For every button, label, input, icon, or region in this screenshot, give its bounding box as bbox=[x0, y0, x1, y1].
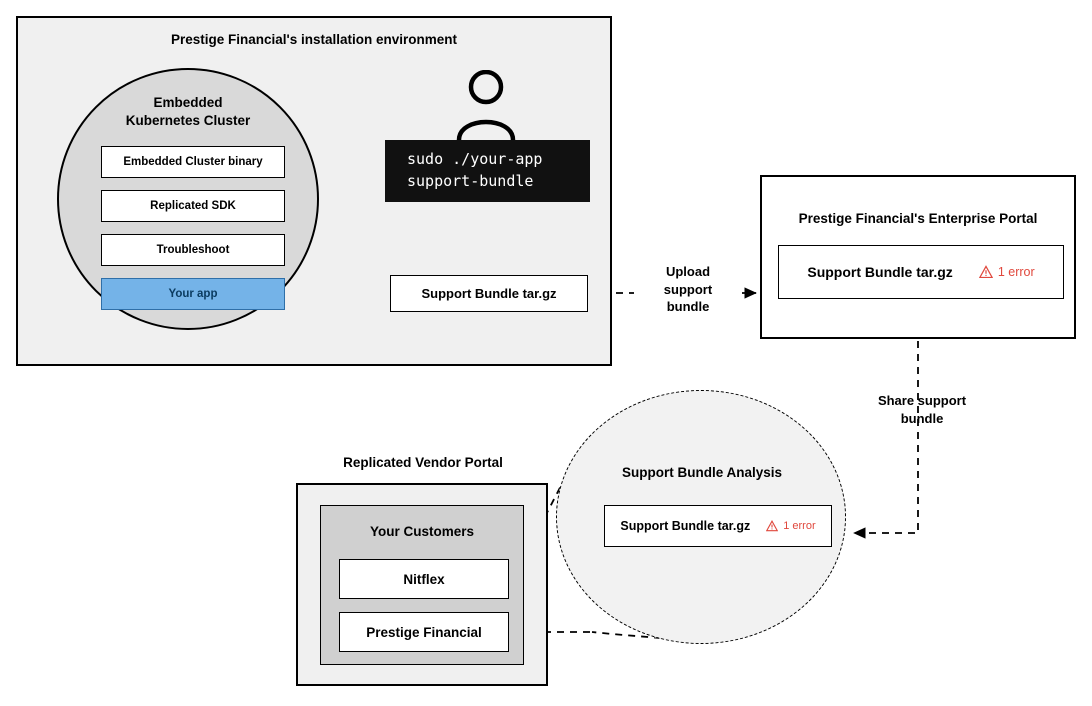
enterprise-portal-title: Prestige Financial's Enterprise Portal bbox=[798, 211, 1038, 226]
upload-label-line1: Upload bbox=[665, 264, 711, 279]
installation-environment-title: Prestige Financial's installation environment bbox=[170, 32, 458, 47]
upload-label-line3: bundle bbox=[666, 299, 710, 315]
cluster-item-embedded-cluster-binary: Embedded Cluster binary bbox=[101, 146, 285, 178]
cluster-title-line1: Embedded bbox=[153, 95, 223, 110]
embedded-kubernetes-cluster bbox=[57, 68, 319, 330]
enterprise-portal-box bbox=[760, 175, 1076, 339]
analysis-bundle-row bbox=[604, 505, 832, 547]
customer-item-nitflex: Nitflex bbox=[339, 559, 509, 599]
terminal-command-block bbox=[385, 140, 590, 202]
analysis-error-text: 1 error bbox=[783, 520, 816, 532]
cluster-item-troubleshoot: Troubleshoot bbox=[101, 234, 285, 266]
enterprise-portal-error-badge bbox=[979, 265, 1035, 279]
share-label-line1: Share support bbox=[877, 393, 967, 408]
warning-triangle-icon bbox=[979, 265, 993, 279]
edge-portal-to-analysis bbox=[854, 341, 918, 533]
enterprise-portal-bundle-label: Support Bundle tar.gz bbox=[807, 264, 953, 280]
cluster-item-your-app: Your app bbox=[101, 278, 285, 310]
terminal-line-1: sudo ./your-app bbox=[407, 150, 543, 168]
cluster-title bbox=[59, 94, 317, 130]
cluster-title-line2: Kubernetes Cluster bbox=[125, 113, 251, 129]
upload-label-line2: support bbox=[663, 281, 713, 297]
upload-support-bundle-label bbox=[640, 263, 736, 316]
cluster-item-replicated-sdk: Replicated SDK bbox=[101, 190, 285, 222]
vendor-portal-box bbox=[296, 483, 548, 686]
support-bundle-file-box: Support Bundle tar.gz bbox=[390, 275, 588, 312]
support-bundle-analysis-title: Support Bundle Analysis bbox=[621, 465, 783, 480]
vendor-portal-title: Replicated Vendor Portal bbox=[343, 455, 503, 470]
enterprise-portal-error-text: 1 error bbox=[997, 265, 1035, 279]
customer-item-prestige-financial: Prestige Financial bbox=[339, 612, 509, 652]
analysis-bundle-label: Support Bundle tar.gz bbox=[620, 519, 751, 533]
warning-triangle-icon bbox=[766, 520, 778, 532]
share-support-bundle-label bbox=[860, 392, 984, 427]
your-customers-box bbox=[320, 505, 524, 665]
user-icon bbox=[455, 70, 517, 140]
enterprise-portal-bundle-row bbox=[778, 245, 1064, 299]
analysis-error-badge bbox=[766, 520, 815, 532]
your-customers-title: Your Customers bbox=[369, 524, 475, 539]
terminal-line-2: support-bundle bbox=[407, 171, 534, 190]
share-label-line2: bundle bbox=[900, 410, 944, 426]
